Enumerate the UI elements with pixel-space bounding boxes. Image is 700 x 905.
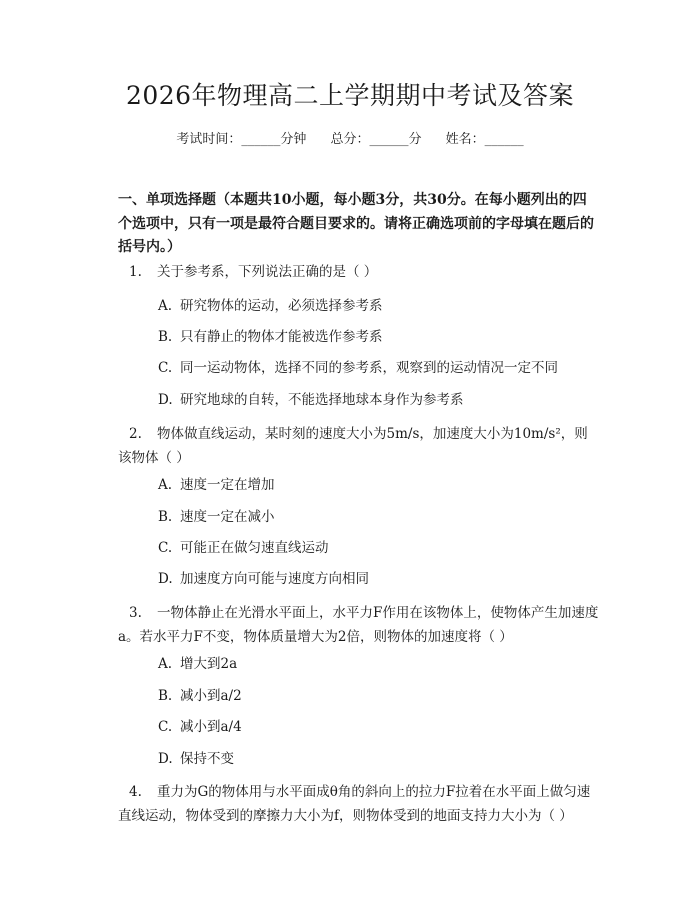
question-text: 物体做直线运动，某时刻的速度大小为5m/s，加速度大小为10m/s²，则该物体（ ） (118, 426, 588, 466)
option-letter: B. (158, 509, 173, 525)
exam-time-field: 考试时间：______分钟 (176, 132, 307, 147)
option-letter: D. (158, 392, 173, 408)
option-letter: A. (158, 298, 173, 314)
option-text: 增大到2a (180, 656, 238, 672)
option-text: 只有静止的物体才能被选作参考系 (180, 329, 383, 345)
question-number: 1. (129, 264, 142, 280)
option-text: 减小到a/2 (180, 688, 242, 704)
option-letter: D. (158, 571, 173, 587)
option-text: 研究物体的运动，必须选择参考系 (180, 298, 383, 314)
option-1c (158, 358, 598, 378)
option-3d (158, 749, 598, 769)
option-text: 减小到a/4 (180, 719, 242, 735)
option-letter: D. (158, 751, 173, 767)
question-4 (118, 780, 600, 828)
option-2c (158, 538, 598, 558)
student-name-field: 姓名：______ (445, 132, 524, 147)
option-1d (158, 390, 598, 410)
question-number: 4. (129, 784, 142, 800)
option-letter: A. (158, 656, 173, 672)
question-3 (118, 601, 600, 649)
question-number: 3. (129, 605, 142, 621)
option-text: 加速度方向可能与速度方向相同 (180, 571, 369, 587)
option-1b (158, 327, 598, 347)
option-2a (158, 475, 598, 495)
page-title: 2026年物理高二上学期期中考试及答案 (125, 81, 575, 110)
exam-meta (0, 131, 700, 149)
option-letter: A. (158, 477, 173, 493)
option-3c (158, 717, 598, 737)
option-letter: B. (158, 329, 173, 345)
option-text: 研究地球的自转，不能选择地球本身作为参考系 (180, 392, 464, 408)
option-3a (158, 654, 598, 674)
option-text: 速度一定在减小 (180, 509, 275, 525)
question-text: 关于参考系，下列说法正确的是（ ） (157, 264, 378, 280)
option-text: 同一运动物体，选择不同的参考系，观察到的运动情况一定不同 (180, 360, 558, 376)
question-2 (118, 422, 600, 470)
option-letter: C. (158, 719, 173, 735)
question-1 (118, 260, 600, 284)
question-text: 一物体静止在光滑水平面上，水平力F作用在该物体上，使物体产生加速度a。若水平力F不变，物体质量增大为2倍，则物体的加速度将（ ） (118, 605, 599, 645)
option-letter: B. (158, 688, 173, 704)
question-number: 2. (129, 426, 142, 442)
option-text: 保持不变 (180, 751, 234, 767)
option-text: 速度一定在增加 (180, 477, 275, 493)
section-heading: 一、单项选择题（本题共10小题，每小题3分，共30分。在每小题列出的四个选项中，只有一项是最符合题目要求的。请将正确选项前的字母填在题后的括号内。） (118, 192, 594, 255)
option-letter: C. (158, 540, 173, 556)
option-2d (158, 569, 598, 589)
total-score-field: 总分：______分 (330, 132, 422, 147)
option-1a (158, 296, 598, 316)
question-text: 重力为G的物体用与水平面成θ角的斜向上的拉力F拉着在水平面上做匀速直线运动，物体受到的摩擦力大小为f，则物体受到的地面支持力大小为（ ） (118, 784, 591, 824)
option-2b (158, 507, 598, 527)
option-3b (158, 686, 598, 706)
option-text: 可能正在做匀速直线运动 (180, 540, 329, 556)
option-letter: C. (158, 360, 173, 376)
